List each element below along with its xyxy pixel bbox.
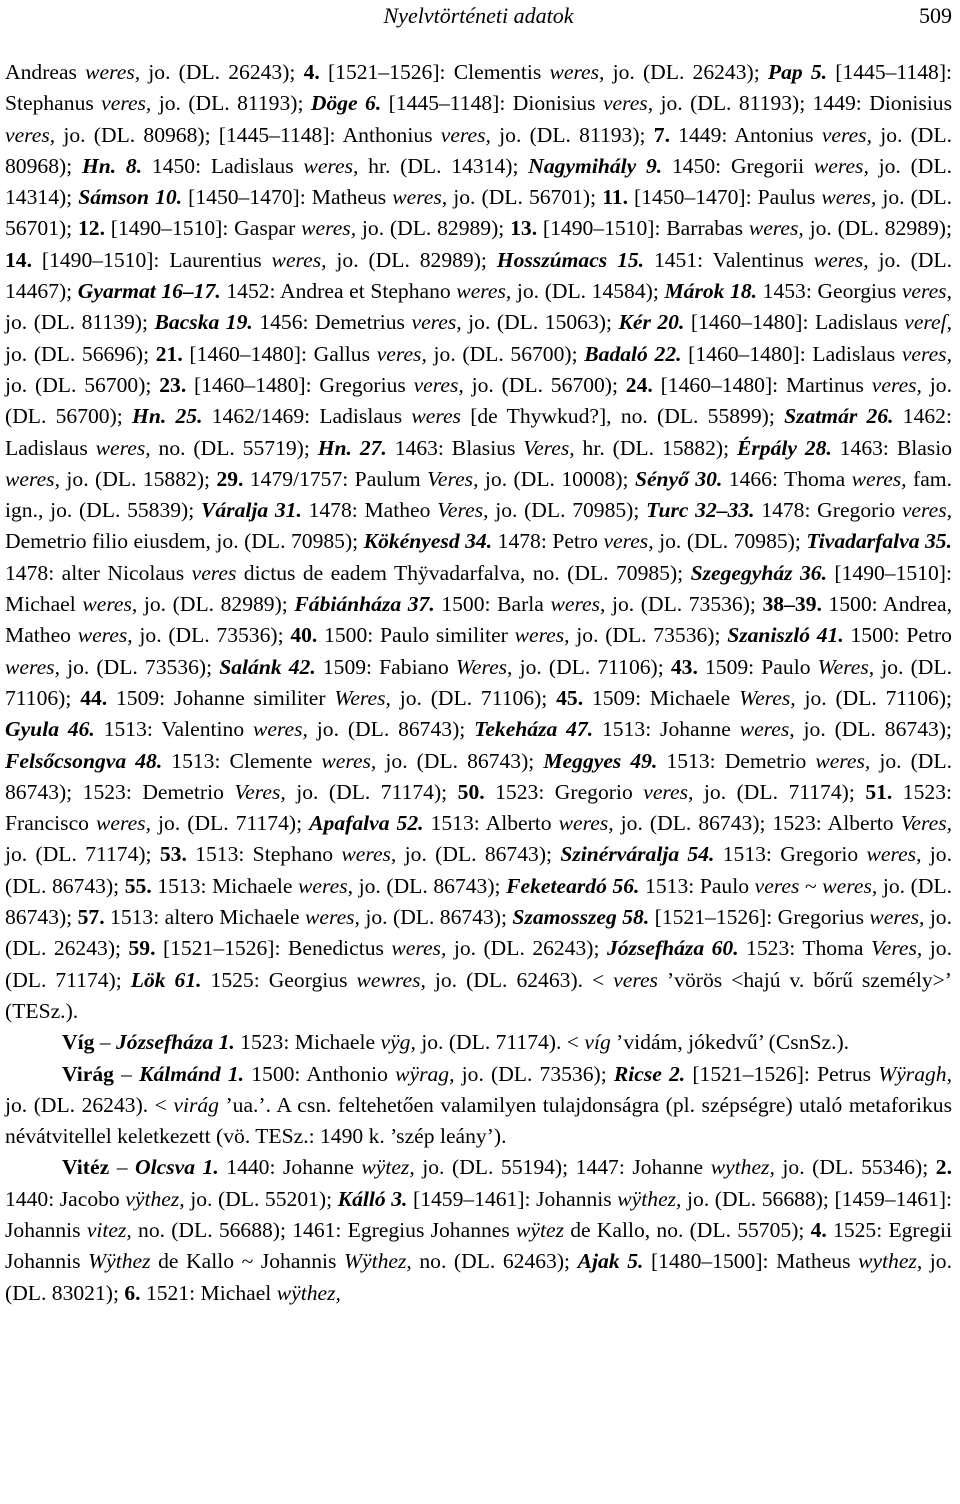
text-run: 1525: Georgius (201, 967, 357, 992)
entry-label: 53. (159, 842, 187, 867)
text-run: jo. (DL. 56688); [1459–1461]: Johannis (5, 1186, 953, 1242)
entry-label: Feketeardó 56. (506, 873, 640, 898)
entry-label: Olcsva 1. (135, 1155, 219, 1180)
page-number: 509 (919, 3, 952, 28)
text-run: [1521–1526]: Gregorius (649, 905, 870, 930)
entry-label: 44. (80, 685, 108, 710)
entry-label: 38–39. (762, 592, 822, 617)
name-form: weres, (85, 60, 141, 84)
text-run: jo. (DL. 70985); (653, 529, 807, 554)
name-form: wythez, (710, 1155, 775, 1180)
name-form: wÿtez, (361, 1155, 415, 1180)
name-form: wÿtez (516, 1217, 564, 1242)
text-run: jo. (DL. 81139); (5, 310, 155, 335)
name-form: wÿthez, (617, 1186, 682, 1211)
text-run: 1513: Valentino (94, 717, 253, 742)
name-form: weres, (558, 811, 614, 836)
text-run: jo. (DL. 56700); (5, 372, 160, 397)
text-run: 1462/1469: Ladislaus (202, 404, 412, 429)
text-run: 1479/1757: Paulum (243, 466, 428, 491)
name-form: weres, (271, 247, 327, 272)
entry-label: Vitéz (62, 1155, 110, 1180)
text-run: [1450–1470]: Paulus (628, 185, 822, 210)
text-run: 1513: Michaele (151, 873, 299, 898)
name-form: veres, (101, 91, 152, 116)
entry-label: Józsefháza 60. (606, 936, 739, 961)
name-form: Weres, (455, 654, 513, 679)
text-run: jo. (DL. 71174). < (415, 1030, 585, 1055)
name-form: veres, (602, 91, 654, 116)
text-run: 1521: Michael (140, 1280, 277, 1305)
name-form: wÿrag, (395, 1061, 455, 1086)
entry-label: 51. (865, 779, 893, 804)
name-form: weres, (392, 185, 448, 210)
text-run: 1513: Demetrio (657, 748, 816, 773)
text-run: jo. (DL. 56700); (5, 372, 952, 429)
text-run: jo. (DL. 86743); (307, 717, 475, 742)
entry-label: Sényő 30. (634, 466, 723, 491)
name-form: weres, (96, 811, 151, 836)
name-form: veres, (413, 372, 464, 397)
entry-label: 14. (5, 247, 32, 272)
text-run: 1523: Francisco (5, 779, 952, 836)
name-form: weres, (822, 873, 878, 898)
text-run: no. (DL. 62463); (411, 1249, 578, 1274)
name-form: weres, (95, 435, 151, 460)
name-form: weres, (813, 247, 869, 272)
text-run: 1525: Egregii Johannis (5, 1217, 952, 1274)
entry-label: 12. (77, 216, 105, 241)
text-run: 1523: Gregorio (484, 779, 644, 804)
text-run: 1500: Anthonio (244, 1061, 396, 1086)
entry-label: Hosszúmacs 15. (496, 247, 645, 272)
text-run: 1509: Johanne similiter (107, 685, 335, 710)
name-form: vÿg, (380, 1030, 416, 1055)
text-run: jo. (DL. 73536); (605, 592, 763, 617)
text-run: 1463: Blasius (386, 435, 524, 460)
text-run: jo. (DL. 70985); (488, 498, 647, 523)
name-form: weres, (821, 185, 877, 210)
text-run: jo. (DL. 86743); (376, 748, 544, 773)
text-run: 1500: Barla (434, 592, 551, 617)
name-form: veres (613, 967, 658, 992)
name-form: weres, (869, 905, 925, 930)
name-form: Veres, (523, 435, 575, 460)
text-run: 1500: Petro (843, 623, 952, 648)
text-run: jo. (DL. 73536); (132, 623, 291, 648)
name-form: weres, (391, 936, 447, 961)
entry-label: Szinérváralja 54. (560, 842, 715, 867)
text-run: jo. (DL. 71106); (390, 685, 557, 710)
text-run: 1453: Georgius (757, 279, 902, 304)
entry-label: Nagymihály 9. (528, 153, 663, 178)
text-run: jo. (DL. 73536); (569, 623, 728, 648)
name-form: weres, (304, 905, 360, 930)
entry-label: 24. (625, 372, 653, 397)
name-form: wythez, (858, 1249, 923, 1274)
entry-label: Gyula 46. (5, 717, 95, 742)
text-run: 1478: Petro (492, 529, 604, 554)
name-form: weres (411, 404, 461, 429)
text-run: jo. (DL. 73536); (454, 1061, 614, 1086)
text-run: 1513: altero Michaele (104, 905, 305, 930)
text-run: 1478: alter Nicolaus (5, 560, 192, 585)
text-run: hr. (DL. 14314); (358, 153, 529, 178)
entry-label: 43. (670, 654, 698, 679)
text-run: [1459–1461]: Johannis (407, 1186, 618, 1211)
text-run: 1509: Fabiano (315, 654, 456, 679)
text-run: [1445–1148]: Dionisius (381, 91, 603, 116)
name-form: Veres, (234, 779, 286, 804)
entry-label: 21. (155, 341, 183, 366)
entry-label: Kökényesd 34. (363, 529, 493, 554)
text-run: jo. (DL. 26243); (604, 60, 768, 84)
entry-label: 4. (810, 1217, 827, 1242)
text-run: ’ua.’. A csn. feltehetően valamilyen tulajdonságra (pl. szépségre) utaló metaforikus névátvitellel keletkezett (vö. TESz.: 1490 k. ’szép leány’). (5, 1092, 952, 1149)
entry-label: 2. (935, 1155, 952, 1180)
text-run: jo. (DL. 55194); 1447: Johanne (414, 1155, 711, 1180)
text-run: [1490–1510]: Laurentius (32, 247, 272, 272)
entry-label: Szaniszló 41. (727, 623, 844, 648)
name-form: weres, (550, 592, 606, 617)
text-run: jo. (DL. 80968); (5, 122, 952, 178)
text-run: jo. (DL. 80968); [1445–1148]: Anthonius (55, 122, 441, 147)
name-form: weres, (549, 60, 605, 84)
name-form: vereſ, (904, 310, 953, 335)
text-run: [1521–1526]: Petrus (685, 1061, 879, 1086)
text-run: jo. (DL. 10008); (478, 466, 635, 491)
entry-label: Hn. 27. (317, 435, 387, 460)
name-form: Weres, (334, 685, 391, 710)
text-run: jo. (DL. 73536); (59, 654, 220, 679)
entry-label: Gyarmat 16–17. (77, 279, 221, 304)
text-run: – (113, 1061, 140, 1086)
page-header (5, 3, 952, 29)
entry-label: 50. (457, 779, 485, 804)
text-run: jo. (DL. 14584); (511, 279, 665, 304)
entry-label: Meggyes 49. (543, 748, 658, 773)
name-form: veres, (440, 122, 491, 147)
text-run: jo. (DL. 71174); (693, 779, 866, 804)
text-run: jo. (DL. 26243); (5, 905, 953, 961)
entry-label: Sámson 10. (78, 185, 183, 210)
name-form: veres, (376, 341, 427, 366)
name-form: veres, (821, 122, 872, 147)
name-form: veres, (901, 498, 953, 523)
text-run: jo. (DL. 56701); (447, 185, 603, 210)
text-run: ’vidám, jókedvű’ (CsnSz.). (610, 1030, 850, 1055)
text-run: jo. (DL. 56696); (5, 341, 156, 366)
text-run: jo. (DL. 14314); (5, 153, 952, 210)
text-run: [1460–1480]: Gallus (182, 341, 377, 366)
text-run: jo. (DL. 86743); (359, 905, 513, 930)
name-form: weres, (456, 279, 512, 304)
text-run: 1500: Paulo similiter (317, 623, 515, 648)
text-run: 1449: Antonius (669, 122, 822, 147)
entry-label: 23. (159, 372, 187, 397)
name-form: Veres, (437, 498, 489, 523)
name-form: weres, (252, 717, 308, 742)
text-run: no. (DL. 55719); (150, 435, 318, 460)
text-run: jo. (DL. 86743); (396, 842, 561, 867)
text-run: jo. (DL. 71174); (5, 842, 160, 867)
entry-label: Lök 61. (130, 967, 202, 992)
text-run: jo. (DL. 55201); (184, 1186, 338, 1211)
text-run: jo. (DL. 86743); (5, 842, 952, 898)
text-run: de Kallo ~ Johannis (150, 1249, 345, 1274)
name-form: veres, (411, 310, 462, 335)
entry-label: 45. (556, 685, 584, 710)
text-run: – (94, 1030, 116, 1055)
name-form: Wÿragh, (878, 1061, 952, 1086)
paragraph (5, 1152, 952, 1308)
text-run: [1460–1480]: Martinus (652, 372, 872, 397)
entry-label: Virág (62, 1061, 114, 1086)
text-run: 1513: Paulo (639, 873, 755, 898)
text-run: jo. (DL. 55346); (774, 1155, 936, 1180)
text-run: [1521–1526]: Benedictus (155, 936, 392, 961)
text-run: jo. (DL. 82989); (356, 216, 511, 241)
entry-label: 57. (77, 905, 105, 930)
entry-label: Felsőcsongva 48. (5, 748, 163, 773)
name-form: weres, (321, 748, 377, 773)
entry-label: 59. (128, 936, 156, 961)
text-run: [1490–1510]: Barrabas (537, 216, 749, 241)
text-run: 1462: Ladislaus (5, 404, 952, 460)
text-run: jo. (DL. 71106); (795, 685, 953, 710)
text-run: 1466: Thoma (722, 466, 852, 491)
name-form: Veres, (900, 811, 952, 836)
name-form: Wÿthez (88, 1249, 151, 1274)
text-run: fam. ign., jo. (DL. 55839); (5, 466, 952, 523)
entry-label: Badaló 22. (584, 341, 682, 366)
entry-label: 40. (290, 623, 318, 648)
text-run: jo. (DL. 81193); (490, 122, 654, 147)
text-run: 1513: Gregorio (714, 842, 867, 867)
text-run: 1500: Andrea, Matheo (5, 592, 952, 648)
entry-label: Kálmánd 1. (139, 1061, 245, 1086)
text-run: 1513: Stephano (186, 842, 342, 867)
text-run: jo. (DL. 14467); (5, 247, 953, 304)
text-run: 1456: Demetrius (252, 310, 412, 335)
name-form: vitez, (86, 1217, 132, 1242)
entry-label: Salánk 42. (219, 654, 316, 679)
text-run: 1509: Paulo (697, 654, 818, 679)
text-run: 1463: Blasio (831, 435, 953, 460)
text-run: jo. (DL. 81193); 1449: Dionisius (653, 91, 952, 116)
text-run: [1460–1480]: Ladislaus (684, 310, 905, 335)
entry-label: Kálló 3. (337, 1186, 408, 1211)
entry-label: Víg (62, 1030, 95, 1055)
text-run: [1445–1148]: Stephanus (5, 60, 953, 116)
text-run: jo. (DL. 26243). < (5, 1092, 174, 1117)
text-run: [de Thywkud?], no. (DL. 55899); (460, 404, 785, 429)
text-run: jo. (DL. 56700); (463, 372, 626, 397)
entry-label: 55. (124, 873, 152, 898)
name-form: virág (173, 1092, 219, 1117)
paragraph (5, 57, 952, 1027)
name-form: weres, (5, 466, 60, 491)
running-title: Nyelvtörténeti adatok (383, 3, 574, 28)
text-run: [1480–1500]: Matheus (643, 1249, 859, 1274)
text-run: 1523: Michaele (234, 1030, 381, 1055)
entry-label: Szamosszeg 58. (512, 905, 650, 930)
text-run: jo. (DL. 56701); (5, 185, 952, 241)
entry-label: Márok 18. (664, 279, 758, 304)
paragraph (5, 1059, 952, 1153)
text-run: 1523: Thoma (738, 936, 871, 961)
name-form: weres, (739, 717, 795, 742)
text-run: 1450: Ladislaus (142, 153, 304, 178)
entry-label: Érpály 28. (736, 435, 832, 460)
name-form: weres, (748, 216, 804, 241)
name-form: víg (584, 1030, 611, 1055)
name-form: weres, (77, 623, 133, 648)
text-run: Demetrio filio eiusdem, jo. (DL. 70985); (5, 529, 364, 554)
name-form: veres, (5, 122, 56, 147)
text-run: jo. (DL. 26243); (446, 936, 607, 961)
text-run: jo. (DL. 56700); (426, 341, 585, 366)
name-form: Weres, (817, 654, 875, 679)
text-run: jo. (DL. 71106); (5, 654, 952, 710)
text-run: jo. (DL. 26243); (140, 60, 304, 84)
entry-label: Józsefháza 1. (115, 1030, 235, 1055)
text-run: jo. (DL. 83021); (5, 1249, 953, 1305)
entry-label: Pap 5. (767, 60, 828, 84)
text-run: Andreas (5, 60, 86, 84)
name-form: veres, (603, 529, 654, 554)
text-run: 1450: Gregorii (662, 153, 814, 178)
entry-label: 4. (303, 60, 320, 84)
text-run: ’vörös <hajú v. bőrű személy>’ (TESz.). (5, 967, 952, 1023)
paragraph (5, 1027, 952, 1058)
entry-label: Szatmár 26. (784, 404, 894, 429)
text-run: [1490–1510]: Michael (5, 560, 952, 617)
entry-label: 7. (653, 122, 670, 147)
name-form: weres, (815, 748, 871, 773)
name-form: Wÿthez, (344, 1249, 412, 1274)
text-run: hr. (DL. 15882); (574, 435, 737, 460)
text-run: jo. (DL. 86743); (5, 873, 952, 930)
name-form: Veres, (427, 466, 479, 491)
text-run: jo. (DL. 86743); 1523: Demetrio (5, 748, 952, 804)
text-run: jo. (DL. 86743); (794, 717, 952, 742)
text-run: jo. (DL. 82989); (137, 592, 295, 617)
name-form: wÿthez, (276, 1280, 341, 1305)
name-form: weres, (813, 153, 869, 178)
text-run: 1478: Gregorio (754, 498, 902, 523)
name-form: Veres, (870, 936, 923, 961)
name-form: wewres, (356, 967, 426, 992)
text-run: 1452: Andrea et Stephano (220, 279, 457, 304)
body-text (5, 57, 952, 1309)
entry-label: 6. (124, 1280, 141, 1305)
text-run: [1521–1526]: Clementis (319, 60, 550, 84)
name-form: veres, (901, 341, 952, 366)
text-run: de Kallo, no. (DL. 55705); (563, 1217, 811, 1242)
text-run: jo. (DL. 15063); (461, 310, 619, 335)
entry-label: Fábiánháza 37. (294, 592, 435, 617)
name-form: weres, (5, 654, 60, 679)
name-form: weres, (341, 842, 397, 867)
text-run: jo. (DL. 82989); (326, 247, 497, 272)
text-run: 1440: Johanne (218, 1155, 362, 1180)
text-run: jo. (DL. 15882); (59, 466, 217, 491)
entry-label: Tivadarfalva 35. (806, 529, 953, 554)
text-run: jo. (DL. 82989); (803, 216, 952, 241)
entry-label: Ricse 2. (613, 1061, 686, 1086)
name-form: weres, (82, 592, 138, 617)
name-form: vÿthez, (125, 1186, 185, 1211)
text-run: 1451: Valentinus (644, 247, 814, 272)
entry-label: Váralja 31. (200, 498, 302, 523)
text-run: [1460–1480]: Ladislaus (681, 341, 902, 366)
entry-label: 13. (510, 216, 538, 241)
text-run: dictus de eadem Thÿvadarfalva, no. (DL. 70985); (236, 560, 691, 585)
name-form: weres, (514, 623, 570, 648)
name-form: veres, (901, 279, 952, 304)
text-run: jo. (DL. 62463). < (425, 967, 614, 992)
entry-label: Bacska 19. (154, 310, 253, 335)
text-run: [1450–1470]: Matheus (182, 185, 393, 210)
entry-label: Döge 6. (310, 91, 382, 116)
text-run: ~ (799, 873, 823, 898)
entry-label: Kér 20. (618, 310, 685, 335)
name-form: veres, (643, 779, 694, 804)
entry-label: Szegegyház 36. (690, 560, 827, 585)
name-form: weres, (301, 216, 357, 241)
name-form: veres (191, 560, 237, 585)
text-run: 1513: Johanne (593, 717, 740, 742)
entry-label: Apafalva 52. (309, 811, 424, 836)
entry-label: Turc 32–33. (646, 498, 755, 523)
name-form: weres, (303, 153, 359, 178)
name-form: veres, (871, 372, 922, 397)
text-run: 1513: Clemente (162, 748, 322, 773)
text-run: jo. (DL. 81193); (151, 91, 311, 116)
text-run: jo. (DL. 71174); (285, 779, 458, 804)
entry-label: Hn. 25. (132, 404, 203, 429)
name-form: Weres, (739, 685, 796, 710)
text-run: [1490–1510]: Gaspar (104, 216, 302, 241)
entry-label: 29. (216, 466, 244, 491)
text-run: [1460–1480]: Gregorius (186, 372, 414, 397)
text-run: 1478: Matheo (301, 498, 438, 523)
name-form: weres, (298, 873, 354, 898)
text-run: jo. (DL. 71174); (5, 936, 952, 992)
text-run: no. (DL. 56688); 1461: Egregius Johannes (131, 1217, 516, 1242)
name-form: veres (754, 873, 800, 898)
text-run: 1509: Michaele (583, 685, 740, 710)
text-run: jo. (DL. 86743); (353, 873, 507, 898)
name-form: weres, (851, 466, 907, 491)
entry-label: 11. (602, 185, 628, 210)
entry-label: Ajak 5. (577, 1249, 644, 1274)
name-form: weres, (866, 842, 922, 867)
text-run: jo. (DL. 71106); (512, 654, 671, 679)
text-run: 1513: Alberto (423, 811, 559, 836)
entry-label: Tekeháza 47. (474, 717, 594, 742)
text-run: – (109, 1155, 136, 1180)
text-run: 1440: Jacobo (5, 1186, 126, 1211)
entry-label: Hn. 8. (81, 153, 143, 178)
text-run: jo. (DL. 86743); 1523: Alberto (613, 811, 901, 836)
text-run: jo. (DL. 71174); (150, 811, 310, 836)
